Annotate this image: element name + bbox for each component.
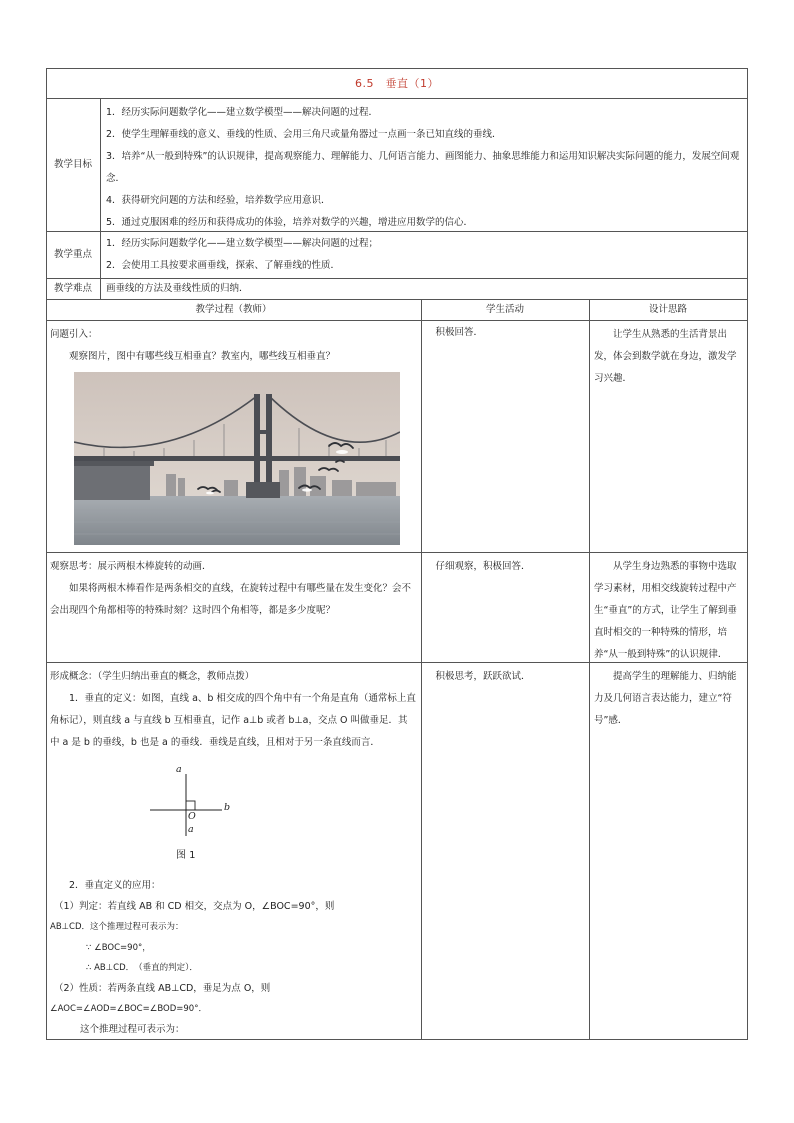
app-line: AB⊥CD．这个推理过程可表示为： [50, 922, 184, 932]
fig-label-a-bottom: a [188, 824, 194, 835]
app-line: 这个推理过程可表示为： [80, 1023, 185, 1035]
figure-caption: 图 1 [176, 850, 196, 861]
section-text: 如果将两根木棒看作是两条相交的直线，在旋转过程中有哪些量在发生变化？会不会出现四个角都相等的特殊时刻？这时四个角相等，都是多少度呢？ [50, 583, 412, 616]
difficulty-text: 画垂线的方法及垂线性质的归纳． [106, 283, 249, 294]
objectives-label: 教学目标 [53, 159, 92, 170]
section-text: 观察图片，图中有哪些线互相垂直？教室内，哪些线互相垂直？ [69, 351, 336, 362]
bridge-photo [74, 372, 400, 545]
objective-item: 5．通过克服困难的经历和获得成功的体验，培养对数学的兴趣，增进应用数学的信心． [106, 217, 474, 228]
section-concept [50, 666, 416, 754]
section-heading: 问题引入： [50, 329, 98, 340]
design-idea: 从学生身边熟悉的事物中选取学习素材，用相交线旋转过程中产生“垂直”的方式，让学生了解到垂直时相交的一种特殊的情形，培养“从一般到特殊”的认识规律． [594, 561, 737, 660]
page-title: 6.5 垂直（1） [355, 76, 439, 90]
design-idea: 提高学生的理解能力、归纳能力及几何语言表达能力，建立“符号”感． [594, 671, 737, 726]
fig-label-o: O [188, 811, 196, 822]
design-idea: 让学生从熟悉的生活背景出发，体会到数学就在身边，激发学习兴趣． [594, 329, 737, 384]
student-activity: 积极回答． [435, 327, 484, 338]
app-line: （1）判定：若直线 AB 和 CD 相交，交点为 O，∠BOC=90°，则 [54, 900, 335, 912]
fig-label-a-top: a [176, 764, 182, 775]
perpendicular-figure [146, 762, 246, 872]
section-heading: 形成概念：（学生归纳出垂直的概念，教师点拨） [50, 671, 255, 682]
definition-application [50, 876, 416, 1040]
key-points-label: 教学重点 [53, 249, 92, 260]
student-activity: 仔细观察，积极回答． [435, 561, 531, 572]
key-point-item: 1．经历实际问题数学化——建立数学模型——解决问题的过程； [106, 238, 379, 249]
app-line: ∵ ∠BOC=90°， [86, 942, 151, 953]
header-student: 学生活动 [485, 304, 524, 315]
section-observe [50, 556, 416, 622]
section-heading: 观察思考：展示两根木棒旋转的动画． [50, 561, 212, 572]
app-line: （2）性质：若两条直线 AB⊥CD，垂足为点 O，则 [54, 982, 271, 994]
objective-item: 2．使学生理解垂线的意义、垂线的性质、会用三角尺或量角器过一点画一条已知直线的垂线． [106, 129, 502, 140]
objective-item: 3．培养“从一般到特殊”的认识规律，提高观察能力、理解能力、几何语言能力、画图能力、抽象思维能力和运用知识解决实际问题的能力，发展空间观念． [106, 151, 740, 184]
app-line: ∠AOC=∠AOD=∠BOC=∠BOD=90°． [50, 1004, 207, 1014]
student-activity: 积极思考，跃跃欲试． [435, 671, 531, 682]
key-points-list [106, 233, 742, 277]
objectives-list [106, 102, 742, 234]
app-heading: 2．垂直定义的应用： [69, 880, 161, 891]
objective-item: 1．经历实际问题数学化——建立数学模型——解决问题的过程． [106, 107, 379, 118]
definition-text: 1．垂直的定义：如图，直线 a、b 相交成的四个角中有一个角是直角（通常标上直角标记），则直线 a 与直线 b 互相垂直，记作 a⊥b 或者 b⊥a，交点 O 叫做垂足．其中 a 是 b 的垂线，b 也是 a 的垂线．垂线是直线，且相对于另一条直线而言． [50, 693, 416, 748]
app-line: ∴ AB⊥CD． （垂直的判定）． [86, 963, 198, 973]
header-process: 教学过程（教师） [195, 304, 272, 315]
header-design: 设计思路 [648, 304, 687, 315]
key-point-item: 2．会使用工具按要求画垂线，探索、了解垂线的性质． [106, 260, 341, 271]
fig-label-b: b [224, 802, 231, 813]
lesson-plan-table [46, 68, 748, 1040]
section-intro [50, 324, 416, 368]
difficulty-label: 教学难点 [53, 283, 92, 294]
objective-item: 4．获得研究问题的方法和经验，培养数学应用意识． [106, 195, 331, 206]
